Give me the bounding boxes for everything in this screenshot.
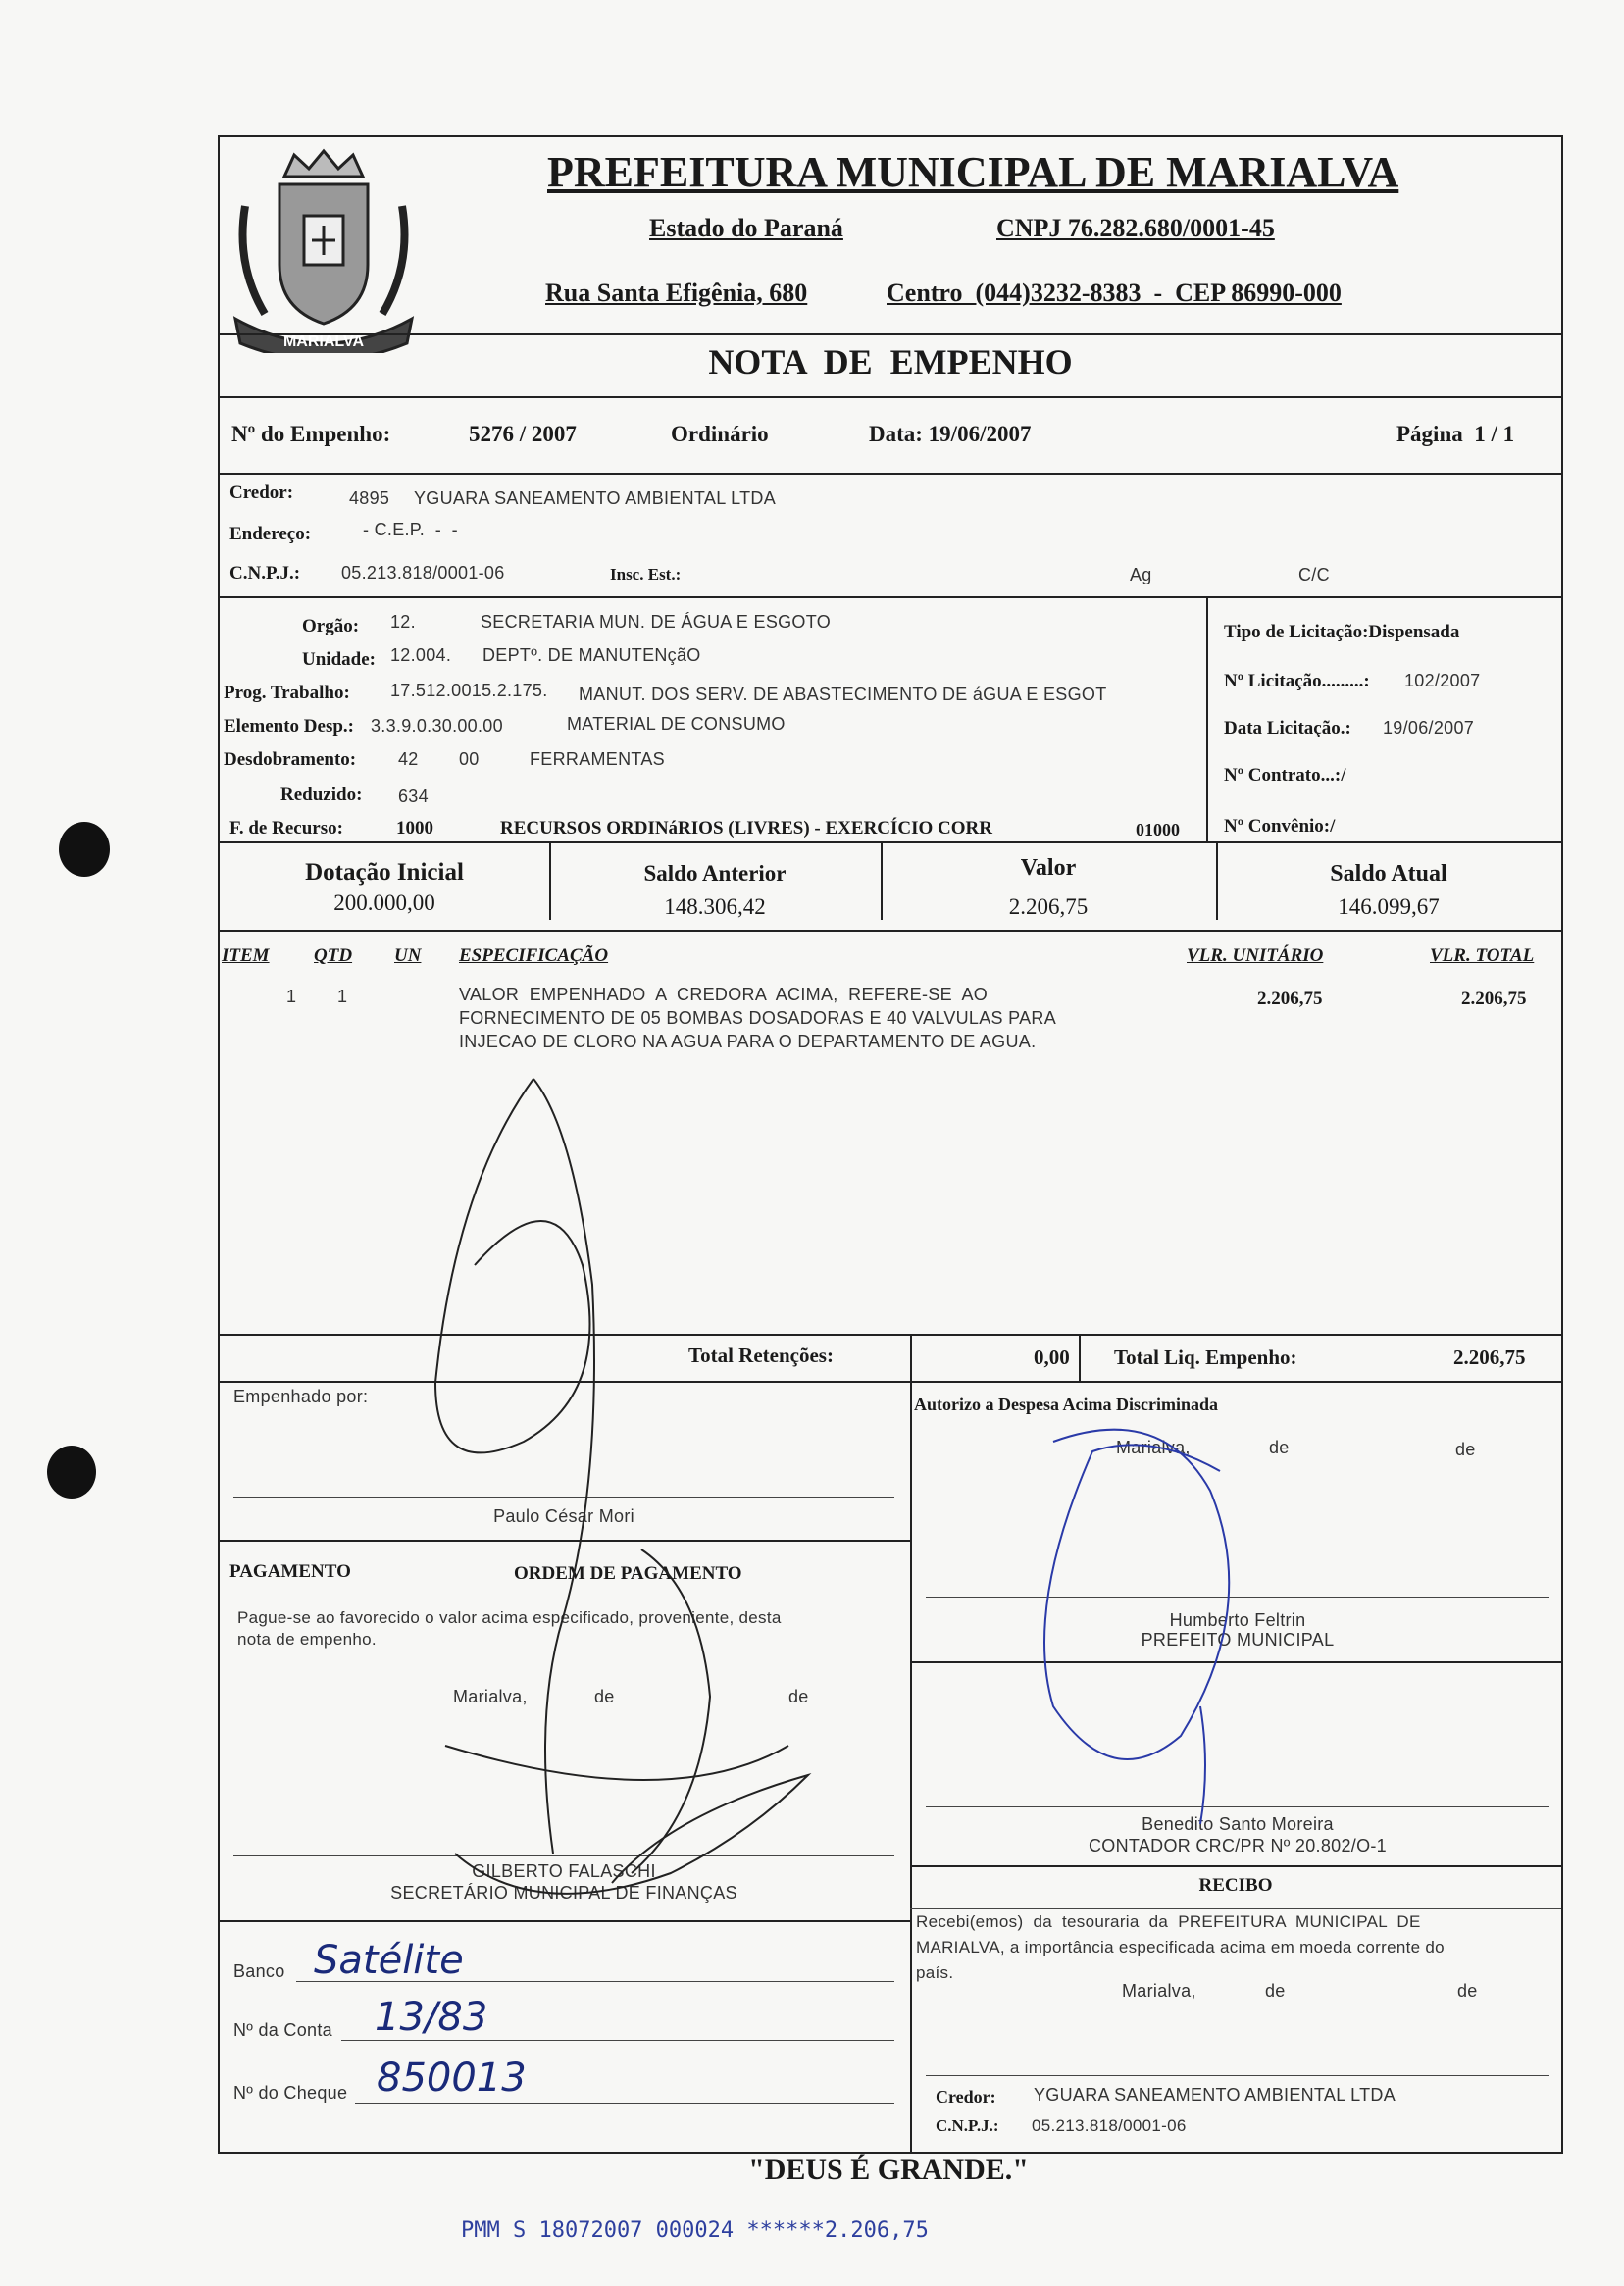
address-street: Rua Santa Efigênia, 680	[545, 279, 808, 307]
item-total-value: 2.206,75	[1461, 989, 1527, 1009]
cnpj-header: CNPJ 76.282.680/0001-45	[996, 214, 1275, 242]
saldo-anterior-value: 148.306,42	[664, 894, 766, 919]
left-de1: de	[594, 1687, 615, 1706]
recibo-line2: MARIALVA, a importância especificada acima em moeda corrente do	[916, 1938, 1445, 1956]
reduzido-label: Reduzido:	[280, 785, 363, 805]
cnpj-label: C.N.P.J.:	[229, 563, 301, 584]
licitacao-date-label: Data Licitação.:	[1224, 718, 1351, 738]
credor-cnpj: 05.213.818/0001-06	[341, 563, 505, 583]
fonte-desc: RECURSOS ORDINáRIOS (LIVRES) - EXERCÍCIO CORR	[500, 818, 992, 838]
secretario-title: SECRETÁRIO MUNICIPAL DE FINANÇAS	[390, 1883, 737, 1903]
prog-desc: MANUT. DOS SERV. DE ABASTECIMENTO DE áGUA E ESGOT	[579, 685, 1107, 704]
right-de1: de	[1269, 1438, 1290, 1457]
municipal-seal-icon	[226, 147, 422, 353]
item-unit-value: 2.206,75	[1257, 989, 1323, 1009]
credor-label: Credor:	[229, 483, 294, 503]
un-header: UN	[394, 945, 422, 966]
recibo-cnpj-label: C.N.P.J.:	[936, 2116, 999, 2135]
recibo-cnpj-value: 05.213.818/0001-06	[1032, 2116, 1187, 2135]
left-place: Marialva,	[453, 1687, 528, 1706]
dotacao-inicial-value: 200.000,00	[333, 890, 435, 915]
right-de2: de	[1455, 1440, 1476, 1459]
liquido-value: 2.206,75	[1453, 1346, 1526, 1369]
reduzido-value: 634	[398, 787, 429, 806]
nota-de-empenho-form	[218, 135, 1563, 2154]
right-place: Marialva,	[1116, 1438, 1191, 1457]
contador-title: CONTADOR CRC/PR Nº 20.802/O-1	[1088, 1836, 1387, 1855]
address-rest: Centro (044)3232-8383 - CEP 86990-000	[887, 279, 1342, 307]
desdobramento-label: Desdobramento:	[224, 749, 357, 770]
empenhado-name: Paulo César Mori	[493, 1506, 634, 1526]
valor-value: 2.206,75	[1008, 894, 1089, 919]
banco-label: Banco	[233, 1961, 285, 1981]
recibo-line3: país.	[916, 1963, 954, 1982]
licitacao-date: 19/06/2007	[1383, 718, 1475, 737]
valor-label: Valor	[1020, 855, 1077, 881]
tipo-licitacao: Tipo de Licitação:Dispensada	[1224, 622, 1460, 642]
item-desc-line2: FORNECIMENTO DE 05 BOMBAS DOSADORAS E 40 VALVULAS PARA	[459, 1008, 1057, 1028]
orgao-code: 12.	[390, 612, 416, 632]
endereco-value: - C.E.P. - -	[363, 520, 458, 539]
item-header: ITEM	[222, 945, 270, 966]
item-desc-line1: VALOR EMPENHADO A CREDORA ACIMA, REFERE-SE AO	[459, 985, 989, 1004]
motto: "DEUS É GRANDE."	[748, 2154, 1029, 2186]
signature-empenho-icon	[416, 1069, 828, 1952]
orgao-desc: SECRETARIA MUN. DE ÁGUA E ESGOTO	[481, 612, 832, 632]
document-title: NOTA DE EMPENHO	[708, 342, 1073, 381]
pague-line1: Pague-se ao favorecido o valor acima especificado, proveniente, desta	[237, 1608, 782, 1627]
dotacao-inicial-label: Dotação Inicial	[305, 859, 464, 886]
contrato-label: Nº Contrato...:/	[1224, 765, 1346, 786]
recibo-place: Marialva,	[1122, 1981, 1196, 2001]
elemento-label: Elemento Desp.:	[224, 716, 354, 737]
cheque-label: Nº do Cheque	[233, 2083, 348, 2103]
unidade-label: Unidade:	[302, 649, 376, 670]
secretario-name: GILBERTO FALASCHI	[472, 1861, 656, 1881]
desdobramento-code2: 00	[459, 749, 480, 769]
recibo-credor-label: Credor:	[936, 2087, 996, 2107]
page-title: PREFEITURA MUNICIPAL DE MARIALVA	[547, 148, 1399, 196]
item-number: 1	[286, 987, 297, 1006]
credor-name: YGUARA SANEAMENTO AMBIENTAL LTDA	[414, 488, 777, 508]
cc-label: C/C	[1298, 565, 1330, 584]
desdobramento-desc: FERRAMENTAS	[530, 749, 665, 769]
retencoes-label: Total Retenções:	[688, 1344, 834, 1367]
ag-label: Ag	[1130, 565, 1152, 584]
recibo-de1: de	[1265, 1981, 1286, 2001]
licitacao-number-label: Nº Licitação.........:	[1224, 671, 1370, 691]
state-label: Estado do Paraná	[649, 214, 843, 242]
licitacao-number: 102/2007	[1404, 671, 1481, 690]
elemento-desc: MATERIAL DE CONSUMO	[567, 714, 786, 734]
punch-hole-top	[59, 822, 110, 877]
fonte-number: 01000	[1136, 820, 1180, 839]
left-de2: de	[788, 1687, 809, 1706]
seal-label: MARIALVA	[282, 333, 365, 350]
recibo-title: RECIBO	[1198, 1875, 1273, 1896]
signature-prefeito-icon	[965, 1412, 1259, 1824]
empenho-type: Ordinário	[671, 422, 769, 446]
contador-name: Benedito Santo Moreira	[1142, 1814, 1334, 1834]
autorizo-label: Autorizo a Despesa Acima Discriminada	[914, 1395, 1218, 1414]
insc-est-label: Insc. Est.:	[610, 565, 682, 584]
fonte-label: F. de Recurso:	[229, 818, 343, 838]
elemento-code: 3.3.9.0.30.00.00	[371, 716, 503, 736]
banco-value: Satélite	[314, 1938, 464, 1983]
qtd-header: QTD	[314, 945, 353, 966]
empenhado-label: Empenhado por:	[233, 1387, 369, 1406]
credor-code: 4895	[349, 488, 390, 508]
empenho-number: 5276 / 2007	[469, 422, 577, 446]
recibo-line1: Recebi(emos) da tesouraria da PREFEITURA MUNICIPAL DE	[916, 1912, 1421, 1931]
recibo-de2: de	[1457, 1981, 1478, 2001]
prog-code: 17.512.0015.2.175.	[390, 681, 548, 700]
retencoes-value: 0,00	[1034, 1346, 1070, 1369]
desdobramento-code: 42	[398, 749, 419, 769]
liquido-label: Total Liq. Empenho:	[1114, 1346, 1297, 1369]
prefeito-title: PREFEITO MUNICIPAL	[1141, 1630, 1335, 1650]
prefeito-name: Humberto Feltrin	[1169, 1610, 1306, 1630]
saldo-atual-value: 146.099,67	[1338, 894, 1440, 919]
pague-line2: nota de empenho.	[237, 1630, 377, 1649]
item-qtd: 1	[337, 987, 348, 1006]
conta-label: Nº da Conta	[233, 2020, 332, 2040]
unidade-code: 12.004.	[390, 645, 452, 665]
ordem-pagamento-label: ORDEM DE PAGAMENTO	[514, 1563, 742, 1584]
vlr-total-header: VLR. TOTAL	[1430, 945, 1535, 966]
pagamento-label: PAGAMENTO	[229, 1561, 351, 1582]
convenio-label: Nº Convênio:/	[1224, 816, 1336, 837]
saldo-anterior-label: Saldo Anterior	[643, 861, 787, 886]
punch-hole-bottom	[47, 1446, 96, 1499]
empenho-label: Nº do Empenho:	[231, 422, 391, 446]
saldo-atual-label: Saldo Atual	[1330, 861, 1447, 887]
recibo-credor-name: YGUARA SANEAMENTO AMBIENTAL LTDA	[1034, 2085, 1396, 2105]
unidade-desc: DEPTº. DE MANUTENçãO	[482, 645, 701, 665]
item-desc-line3: INJECAO DE CLORO NA AGUA PARA O DEPARTAMENTO DE AGUA.	[459, 1032, 1037, 1051]
page-number: Página 1 / 1	[1396, 422, 1515, 446]
endereco-label: Endereço:	[229, 524, 312, 544]
vlr-unit-header: VLR. UNITÁRIO	[1187, 945, 1324, 966]
conta-value: 13/83	[375, 1995, 488, 2040]
orgao-label: Orgão:	[302, 616, 360, 636]
espec-header: ESPECIFICAÇÃO	[459, 945, 609, 966]
cheque-value: 850013	[377, 2056, 527, 2101]
prog-label: Prog. Trabalho:	[224, 683, 350, 703]
empenho-date: Data: 19/06/2007	[869, 422, 1032, 446]
fonte-code: 1000	[396, 818, 433, 838]
machine-stamp: PMM S 18072007 000024 ******2.206,75	[461, 2218, 929, 2243]
